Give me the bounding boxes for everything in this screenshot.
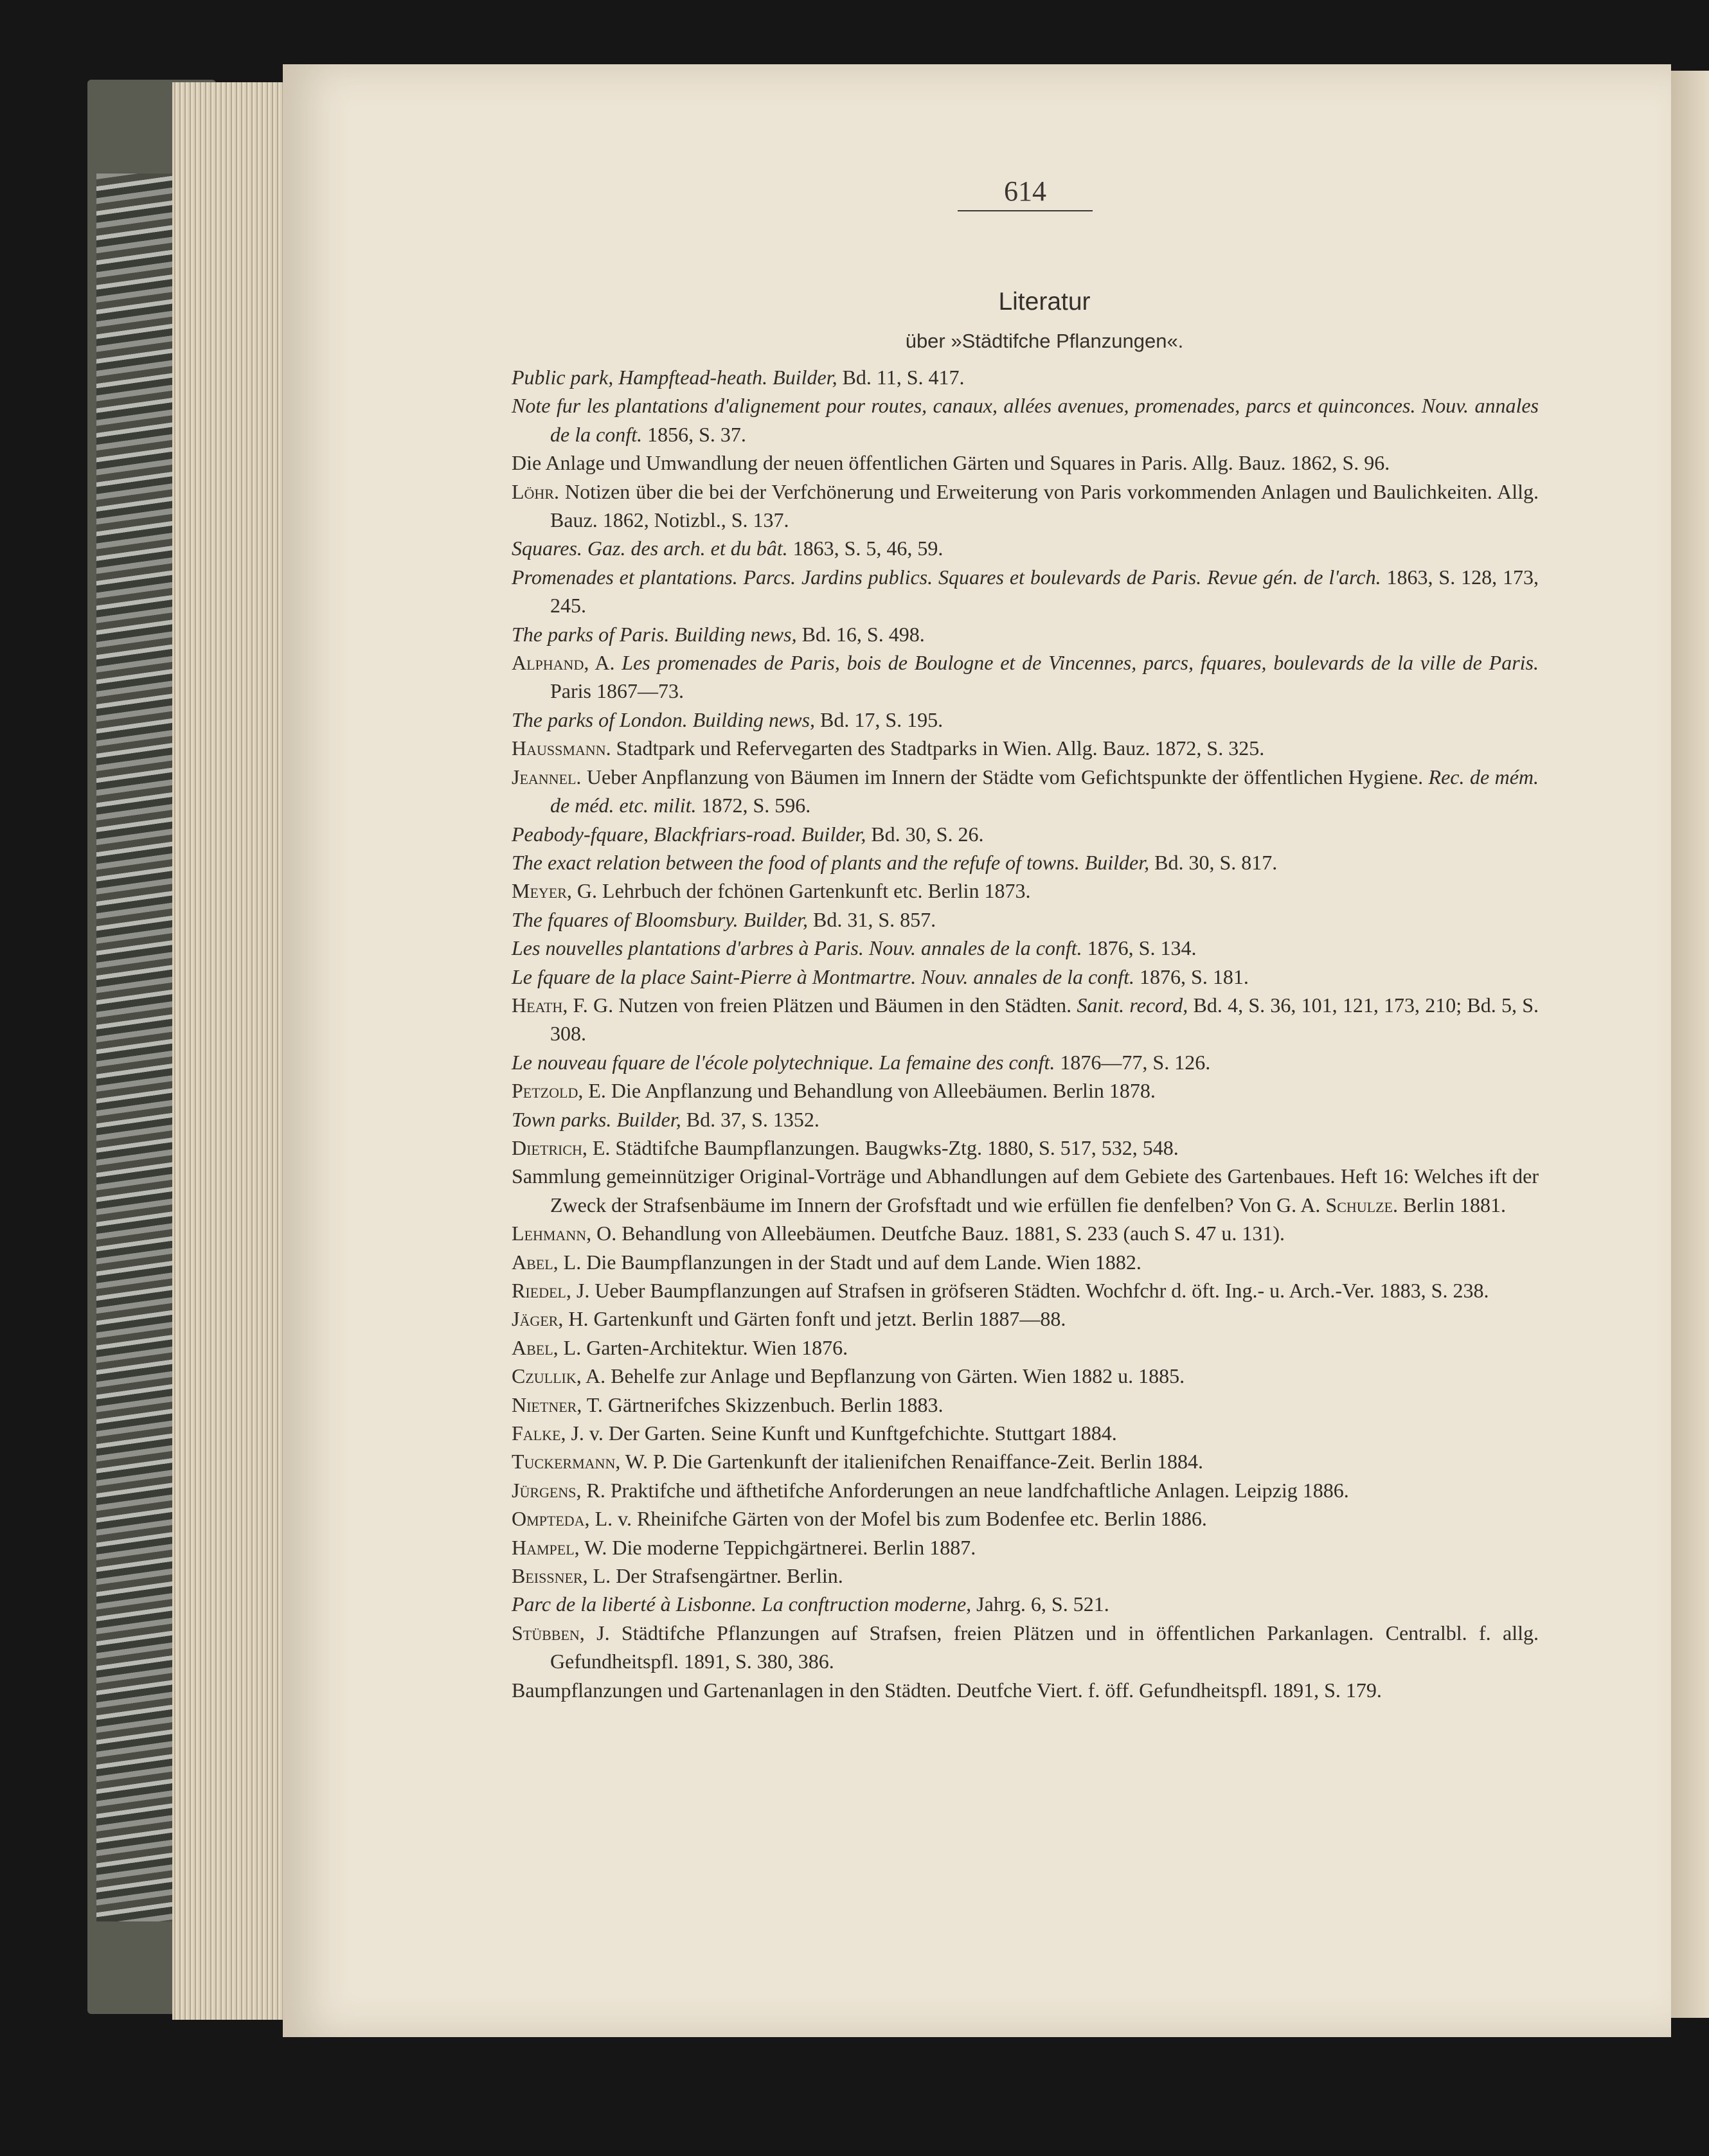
bibliography-entry: [512, 563, 1539, 620]
section-subtitle: über »Städtifche Pflanzungen«.: [905, 330, 1184, 352]
entry-text: Bd. 31, S. 857.: [808, 907, 936, 931]
bibliography-entry: [512, 1676, 1539, 1704]
bibliography-entry: [512, 820, 1539, 848]
bibliography-entry: [512, 1048, 1539, 1076]
italic-title: The parks of London. Building news,: [512, 708, 816, 731]
entry-text: T. Gärtnerifches Skizzenbuch. Berlin 1883.: [582, 1393, 944, 1416]
entry-text: A.: [589, 651, 622, 675]
entry-text: Bd. 11, S. 417.: [837, 366, 965, 389]
author-name: Schulze.: [1325, 1193, 1398, 1216]
bibliography-entry: [512, 1219, 1539, 1247]
entry-text: Die Anlage und Umwandlung der neuen öffentlichen Gärten und Squares in Paris. Allg. Bauz. 1862, S. 96.: [512, 451, 1390, 475]
author-name: Abel,: [512, 1250, 559, 1274]
entry-text: Bd. 17, S. 195.: [815, 708, 944, 731]
entry-text: Jahrg. 6, S. 521.: [971, 1592, 1109, 1616]
author-name: Jürgens,: [512, 1478, 582, 1502]
bibliography-entry: [512, 877, 1539, 905]
author-name: Hampel,: [512, 1535, 580, 1559]
author-name: Lehmann,: [512, 1222, 592, 1245]
bibliography-entry: [512, 963, 1539, 991]
author-name: Nietner,: [512, 1393, 582, 1416]
bibliography-entry: [512, 1248, 1539, 1276]
entry-text: E. Städtifche Baumpflanzungen. Baugwks-Ztg. 1880, S. 517, 532, 548.: [587, 1136, 1179, 1159]
author-name: Czullik,: [512, 1364, 582, 1388]
bibliography-entry: [512, 1134, 1539, 1162]
entry-text: Bd. 16, S. 498.: [796, 622, 925, 646]
author-name: Falke,: [512, 1421, 566, 1445]
entry-text: E. Die Anpflanzung und Behandlung von Alleebäumen. Berlin 1878.: [583, 1079, 1156, 1103]
entry-text: J. Städtifche Pflanzungen auf Strafsen, freien Plätzen und in öffentlichen Parkanlagen. Centralbl. f. allg. Gefundheitspfl. 1891, S. 380, 386.: [550, 1621, 1539, 1673]
bibliography-entry: [512, 848, 1539, 877]
entry-text: 1863, S. 128, 173, 245.: [550, 565, 1539, 618]
italic-title: Les nouvelles plantations d'arbres à Paris. Nouv. annales de la conft.: [512, 936, 1082, 960]
author-name: Tuckermann,: [512, 1450, 621, 1474]
entry-text: J. v. Der Garten. Seine Kunft und Kunftgefchichte. Stuttgart 1884.: [566, 1421, 1117, 1445]
italic-title: Promenades et plantations. Parcs. Jardins publics. Squares et boulevards de Paris. Revue gén. de l'arch.: [512, 565, 1381, 589]
author-name: Heath,: [512, 993, 568, 1017]
entry-text: J. Ueber Baumpflanzungen auf Strafsen in gröfseren Städten. Wochfchr d. öft. Ing.- u. Arch.-Ver. 1883, S. 238.: [571, 1279, 1489, 1302]
author-name: Alphand,: [512, 651, 589, 675]
italic-title: Squares. Gaz. des arch. et du bât.: [512, 537, 788, 560]
marbled-cover-edge: [96, 174, 174, 1921]
bibliography-entry: [512, 1105, 1539, 1134]
bibliography-entry: [512, 1619, 1539, 1676]
bibliography-entry: [512, 1590, 1539, 1618]
bibliography-entry: [512, 1076, 1539, 1105]
entry-text: G. Lehrbuch der fchönen Gartenkunft etc. Berlin 1873.: [571, 879, 1031, 903]
entry-text: Bd. 37, S. 1352.: [681, 1107, 819, 1131]
entry-text: 1876—77, S. 126.: [1055, 1050, 1211, 1074]
italic-title: Note fur les plantations d'alignement pour routes, canaux, allées avenues, promenades, parcs et quinconces. Nouv. annales de la conft.: [512, 394, 1539, 446]
entry-text: 1872, S. 596.: [696, 794, 811, 817]
entry-text: Baumpflanzungen und Gartenanlagen in den Städten. Deutfche Viert. f. öff. Gefundheitspfl. 1891, S. 179.: [512, 1678, 1382, 1702]
entry-text: F. G. Nutzen von freien Plätzen und Bäumen in den Städten.: [568, 993, 1077, 1017]
author-name: Jeannel.: [512, 765, 582, 788]
author-name: Ompteda,: [512, 1507, 590, 1531]
entry-text: Paris 1867—73.: [550, 679, 684, 703]
bibliography-entry: [512, 1391, 1539, 1419]
section-title: Literatur: [998, 288, 1091, 316]
bibliography-entry: [512, 1419, 1539, 1447]
entry-text: R. Praktifche und äfthetifche Anforderungen an neue landfchaftliche Anlagen. Leipzig 1886.: [581, 1478, 1349, 1502]
author-name: Dietrich,: [512, 1136, 587, 1159]
author-name: Meyer,: [512, 879, 572, 903]
italic-title: The fquares of Bloomsbury. Builder,: [512, 907, 809, 931]
bibliography-entry: [512, 1504, 1539, 1533]
entry-text: 1863, S. 5, 46, 59.: [787, 537, 944, 560]
author-name: Stübben,: [512, 1621, 585, 1644]
entry-text: Bd. 4, S. 36, 101, 121, 173, 210; Bd. 5, S. 308.: [550, 993, 1539, 1046]
bibliography-entry: [512, 534, 1539, 562]
author-name: Löhr.: [512, 479, 559, 503]
author-name: Riedel,: [512, 1279, 571, 1302]
italic-title: Le nouveau fquare de l'école polytechnique. La femaine des conft.: [512, 1050, 1055, 1074]
bibliography-entry: [512, 648, 1539, 706]
bibliography-list: [512, 363, 1539, 1704]
entry-text: 1876, S. 181.: [1134, 965, 1249, 988]
bibliography-entry: [512, 1276, 1539, 1305]
entry-text: Bd. 30, S. 26.: [866, 822, 984, 846]
entry-text: Berlin 1881.: [1397, 1193, 1506, 1216]
entry-text: Sammlung gemeinnütziger Original-Vorträge und Abhandlungen auf dem Gebiete des Gartenbaues. Heft 16: Welches ift der Zweck der Strafsenbäume im Innern der Grofsftadt und wie erfüllen fie denfelben? Von G. A.: [512, 1164, 1539, 1216]
author-name: Beissner,: [512, 1564, 588, 1588]
bibliography-entry: [512, 1305, 1539, 1333]
italic-title: Parc de la liberté à Lisbonne. La conftruction moderne,: [512, 1592, 972, 1616]
entry-text: L. Der Strafsengärtner. Berlin.: [587, 1564, 843, 1588]
italic-title: Sanit. record,: [1077, 993, 1188, 1017]
bibliography-entry: [512, 620, 1539, 648]
entry-text: Notizen über die bei der Verfchönerung und Erweiterung von Paris vorkommenden Anlagen und Baulichkeiten. Allg. Bauz. 1862, Notizbl., S. 137.: [550, 479, 1539, 532]
italic-title: The parks of Paris. Building news,: [512, 622, 797, 646]
page-number: 614: [958, 175, 1093, 211]
bibliography-entry: [512, 934, 1539, 962]
bibliography-entry: [512, 991, 1539, 1048]
entry-text: L. Die Baumpflanzungen in der Stadt und auf dem Lande. Wien 1882.: [558, 1250, 1141, 1274]
bibliography-entry: [512, 734, 1539, 762]
entry-text: L. Garten-Architektur. Wien 1876.: [558, 1335, 848, 1359]
entry-text: Stadtpark und Refervegarten des Stadtparks in Wien. Allg. Bauz. 1872, S. 325.: [611, 736, 1265, 760]
bibliography-entry: [512, 363, 1539, 391]
bibliography-entry: [512, 763, 1539, 820]
entry-text: Ueber Anpflanzung von Bäumen im Innern der Städte vom Gefichtspunkte der öffentlichen Hygiene.: [581, 765, 1429, 788]
italic-title: Le fquare de la place Saint-Pierre à Montmartre. Nouv. annales de la conft.: [512, 965, 1135, 988]
bibliography-entry: [512, 1533, 1539, 1562]
bibliography-entry: [512, 449, 1539, 477]
bibliography-entry: [512, 1562, 1539, 1590]
italic-title: Les promenades de Paris, bois de Boulogne et de Vincennes, parcs, fquares, boulevards de la ville de Paris.: [622, 651, 1539, 675]
entry-text: O. Behandlung von Alleebäumen. Deutfche Bauz. 1881, S. 233 (auch S. 47 u. 131).: [591, 1222, 1285, 1245]
facing-page-edge: [1671, 71, 1709, 2018]
entry-text: W. Die moderne Teppichgärtnerei. Berlin 1887.: [579, 1535, 976, 1559]
entry-text: 1856, S. 37.: [642, 422, 746, 446]
author-name: Petzold,: [512, 1079, 584, 1103]
bibliography-entry: [512, 706, 1539, 734]
author-name: Abel,: [512, 1335, 559, 1359]
italic-title: The exact relation between the food of plants and the refufe of towns. Builder,: [512, 850, 1150, 874]
entry-text: H. Gartenkunft und Gärten fonft und jetzt. Berlin 1887—88.: [563, 1307, 1066, 1331]
bibliography-entry: [512, 1476, 1539, 1504]
bibliography-entry: [512, 1362, 1539, 1390]
bibliography-entry: [512, 1162, 1539, 1219]
entry-text: Bd. 30, S. 817.: [1149, 850, 1278, 874]
author-name: Jäger,: [512, 1307, 564, 1331]
bibliography-entry: [512, 477, 1539, 535]
bibliography-entry: [512, 1447, 1539, 1475]
bibliography-entry: [512, 391, 1539, 449]
entry-text: A. Behelfe zur Anlage und Bepflanzung von Gärten. Wien 1882 u. 1885.: [581, 1364, 1185, 1388]
entry-text: W. P. Die Gartenkunft der italienifchen Renaiffance-Zeit. Berlin 1884.: [620, 1450, 1204, 1474]
italic-title: Town parks. Builder,: [512, 1107, 681, 1131]
italic-title: Peabody-fquare, Blackfriars-road. Builder,: [512, 822, 866, 846]
bibliography-entry: [512, 905, 1539, 934]
italic-title: Rec. de mém. de méd. etc. milit.: [550, 765, 1539, 817]
author-name: Haussmann.: [512, 736, 611, 760]
bibliography-entry: [512, 1333, 1539, 1362]
italic-title: Public park, Hampftead-heath. Builder,: [512, 366, 837, 389]
entry-text: 1876, S. 134.: [1082, 936, 1197, 960]
entry-text: L. v. Rheinifche Gärten von der Mofel bis zum Bodenfee etc. Berlin 1886.: [589, 1507, 1207, 1531]
